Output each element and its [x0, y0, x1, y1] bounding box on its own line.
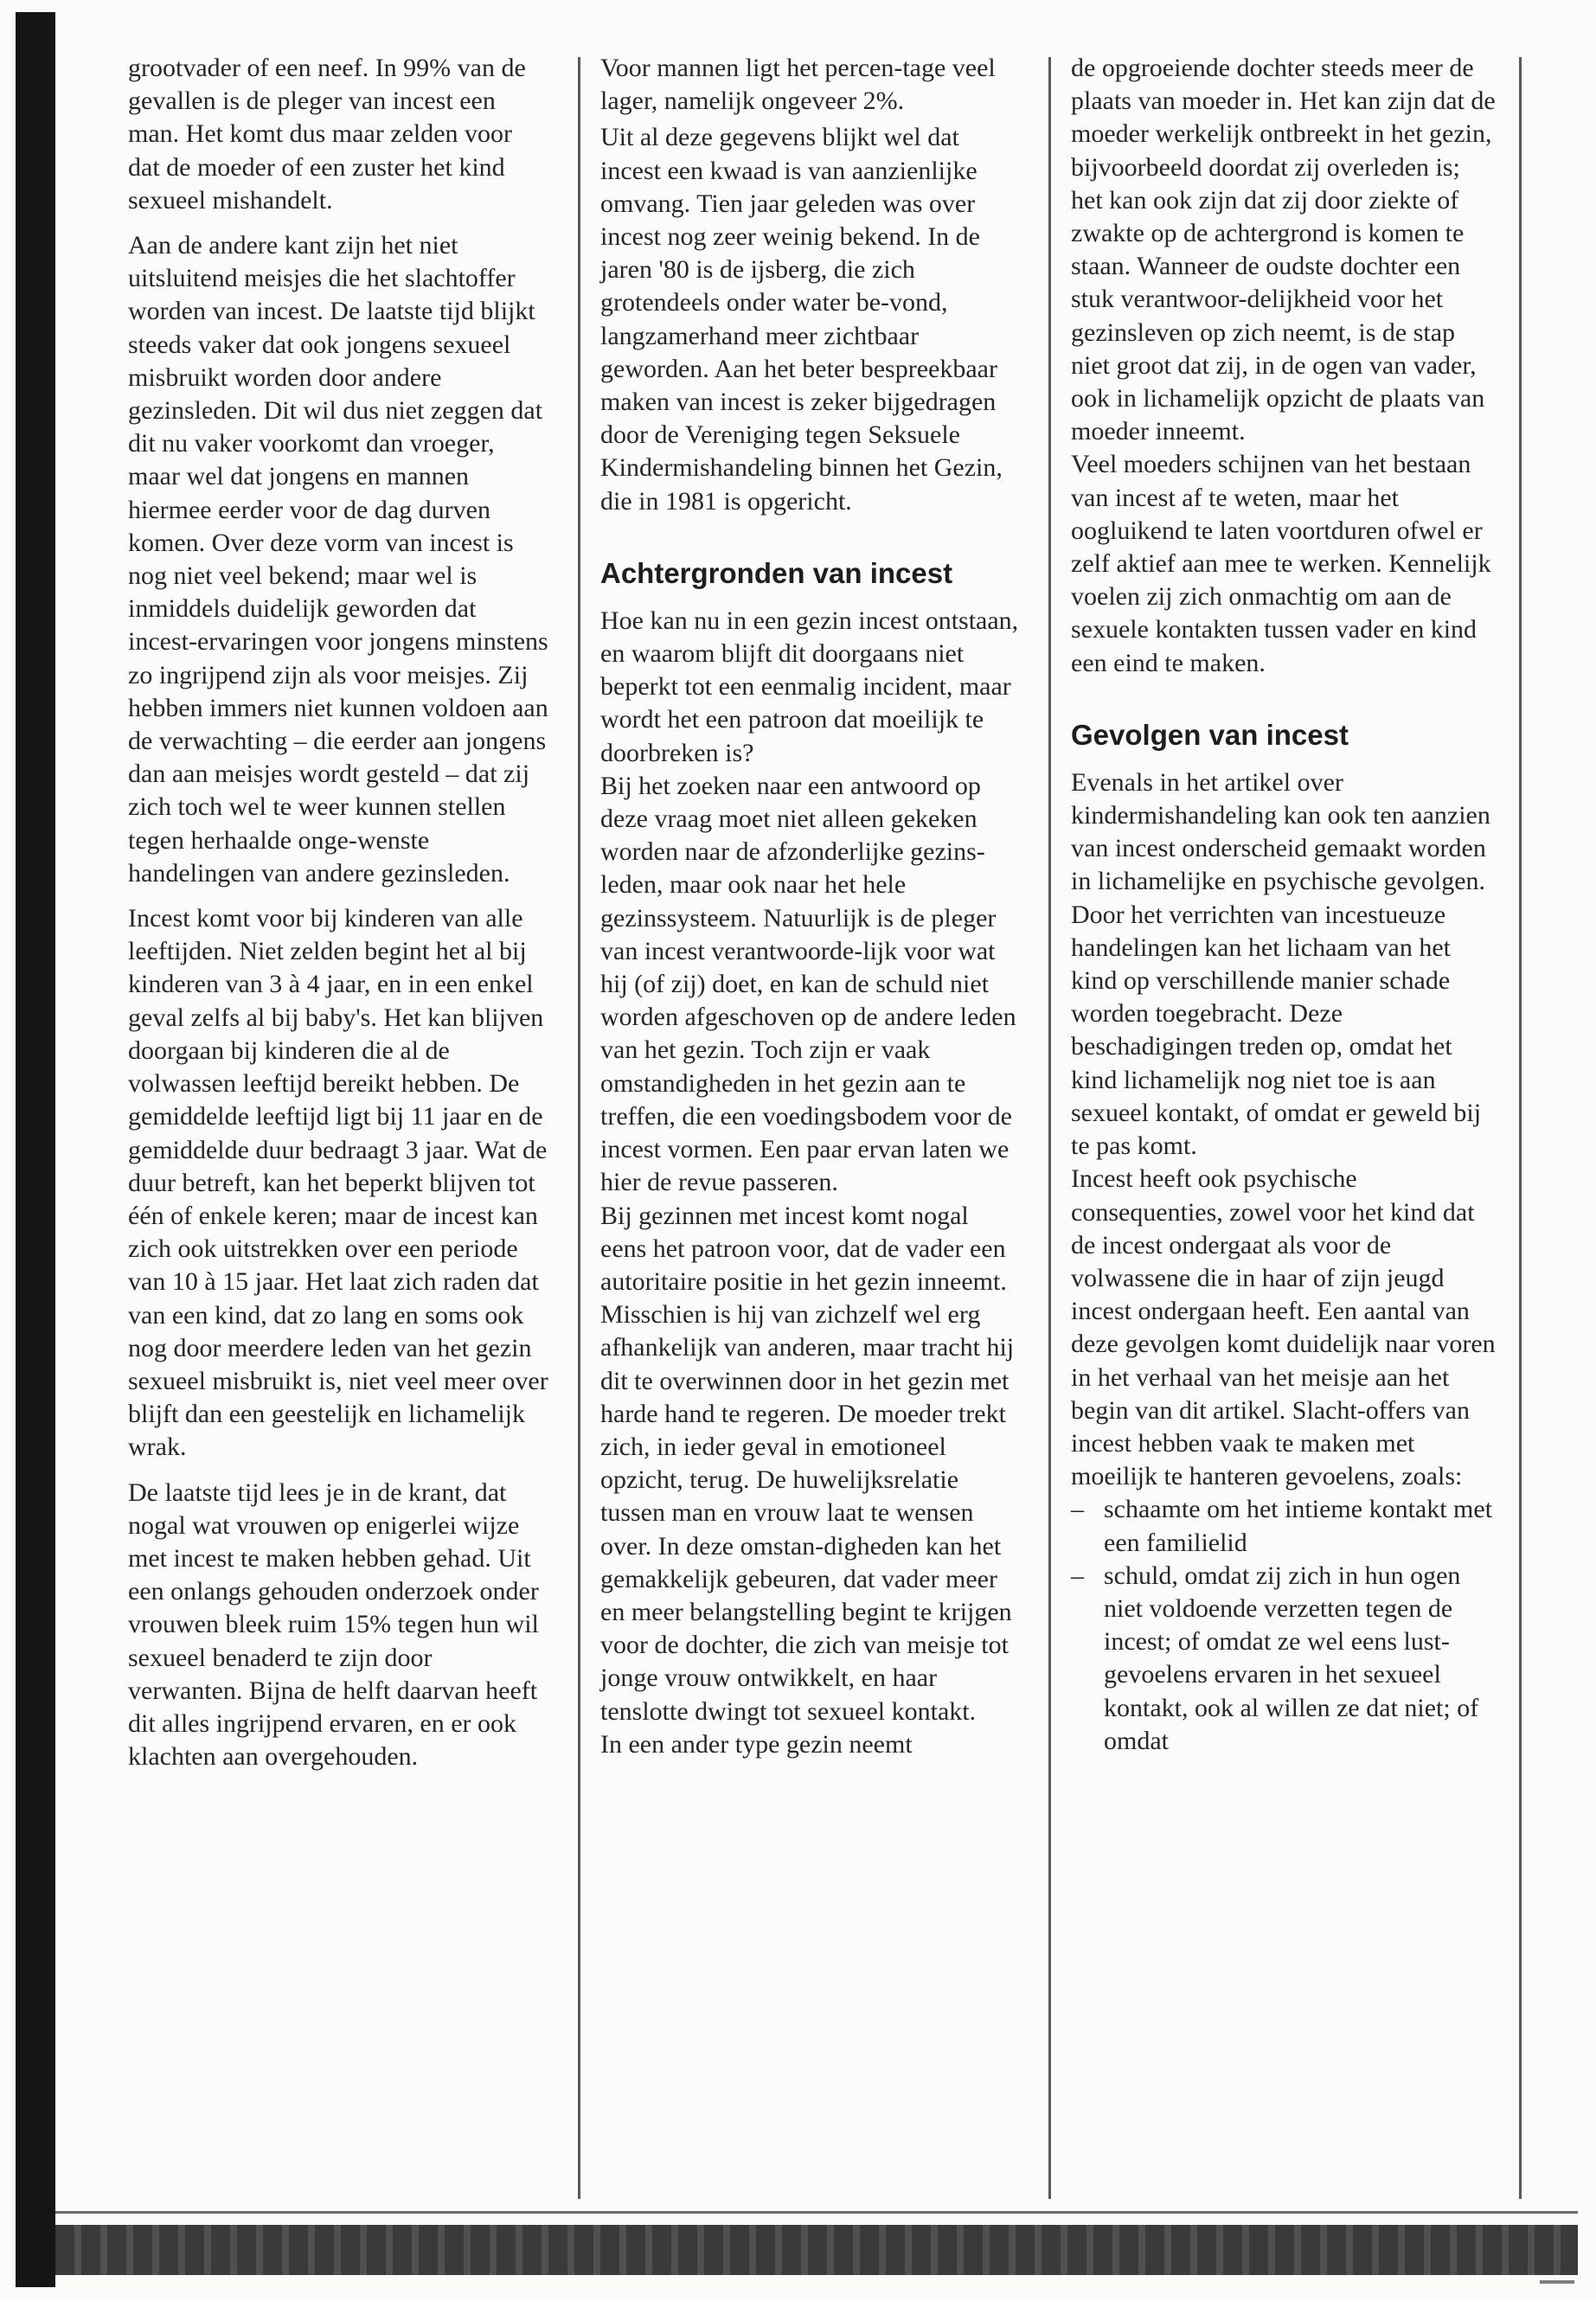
paragraph: De laatste tijd lees je in de krant, dat nogal wat vrouwen op enigerlei wijze met incest te maken hebben gehad. Uit een onlangs gehouden onderzoek onder vrouwen bleek ruim 15% tegen hun wil sexueel benaderd te zijn door verwanten. Bijna de helft daarvan heeft dit alles ingrijpend ervaren, en er ook klachten aan overgehouden.: [128, 1477, 539, 1772]
paragraph: In een ander type gezin neemt: [600, 1729, 913, 1759]
paragraph: Door het verrichten van incestueuze handelingen kan het lichaam van het kind op verschillende manier schade worden toegebracht. Deze beschadigingen treden op, omdat het kind lichamelijk nog niet toe is aan sexueel kontakt, of omdat er geweld bij te pas komt.: [1071, 900, 1482, 1161]
footer-rule: [55, 2211, 1578, 2214]
paragraph: de opgroeiende dochter steeds meer de plaats van moeder in. Het kan zijn dat de moeder werkelijk ontbreekt in het gezin, bijvoorbeeld doordat zij overleden is; het kan ook zijn dat zij door ziekte of zwakte op de achtergrond is komen te staan. Wanneer de oudste dochter een stuk verantwoor-delijkheid voor het gezinsleven op zich neemt, is de stap niet groot dat zij, in de ogen van vader, ook in lichamelijk opzicht de plaats van moeder inneemt.: [1071, 54, 1496, 446]
text-column-1: [128, 52, 550, 1785]
column-divider: [578, 57, 580, 2199]
paragraph: Evenals in het artikel over kindermishandeling kan ook ten aanzien van incest onderscheid gemaakt worden in lichamelijke en psychische gevolgen.: [1071, 767, 1490, 896]
paragraph: Incest komt voor bij kinderen van alle leeftijden. Niet zelden begint het al bij kinderen van 3 à 4 jaar, en in een enkel geval zelfs al bij baby's. Het kan blijven doorgaan bij kinderen die al de volwassen leeftijd bereikt hebben. De gemiddelde leeftijd ligt bij 11 jaar en de gemiddelde duur bedraagt 3 jaar. Wat de duur betreft, kan het beperkt blijven tot één of enkele keren; maar de incest kan zich ook uitstrekken over een periode van 10 à 15 jaar. Het laat zich raden dat van een kind, dat zo lang en soms ook nog door meerdere leden van het gezin sexueel misbruikt is, niet veel meer over blijft dan een geestelijk en lichamelijk wrak.: [128, 904, 548, 1462]
paragraph: Bij gezinnen met incest komt nogal eens het patroon voor, dat de vader een autoritaire positie in het gezin inneemt. Misschien is hij van zichzelf wel erg afhankelijk van anderen, maar tracht hij dit te overwinnen door in het gezin met harde hand te regeren. De moeder trekt zich, in ieder geval in emotioneel opzicht, terug. De huwelijksrelatie tussen man en vrouw laat te wensen over. In deze omstan-digheden kan het gemakkelijk gebeuren, dat vader meer en meer belangstelling begint te krijgen voor de dochter, die zich van meisje tot jonge vrouw ontwikkelt, en haar tenslotte dwingt tot sexueel kontakt.: [600, 1201, 1015, 1726]
column-divider: [1519, 57, 1522, 2199]
column-divider: [1048, 57, 1051, 2199]
list-item: – schaamte om het intieme kontakt met een familielid: [1071, 1493, 1497, 1559]
corner-mark: [1540, 2280, 1574, 2284]
scan-left-edge-bar: [16, 12, 55, 2287]
paragraph: Uit al deze gegevens blijkt wel dat incest een kwaad is van aanzienlijke omvang. Tien jaar geleden was over incest nog zeer weinig bekend. In de jaren '80 is de ijsberg, die zich grotendeels onder water be-vond, langzamerhand meer zichtbaar geworden. Aan het beter bespreekbaar maken van incest is zeker bijgedragen door de Vereniging tegen Seksuele Kindermishandeling binnen het Gezin, die in 1981 is opgericht.: [600, 123, 1003, 516]
paragraph: Incest heeft ook psychische consequenties, zowel voor het kind dat de incest ondergaat als voor de volwassene die in haar of zijn jeugd incest ondergaan heeft. Een aantal van deze gevolgen komt duidelijk naar voren in het verhaal van het meisje aan het begin van dit artikel. Slacht-offers van incest hebben vaak te maken met moeilijk te hanteren gevoelens, zoals:: [1071, 1164, 1496, 1491]
paragraph: Aan de andere kant zijn het niet uitsluitend meisjes die het slachtoffer worden van incest. De laatste tijd blijkt steeds vaker dat ook jongens sexueel misbruikt worden door andere gezinsleden. Dit wil dus niet zeggen dat dit nu vaker voorkomt dan vroeger, maar wel dat jongens en mannen hiermee eerder voor de dag durven komen. Over deze vorm van incest is nog niet veel bekend; maar wel is inmiddels duidelijk geworden dat incest-ervaringen voor jongens minstens zo ingrijpend zijn als voor meisjes. Zij hebben immers niet kunnen voldoen aan de verwachting – die eerder aan jongens dan aan meisjes wordt gesteld – dat zij zich toch wel te weer kunnen stellen tegen herhaalde onge-wenste handelingen van andere gezinsleden.: [128, 231, 548, 888]
text-column-3: [1071, 52, 1497, 1758]
paragraph: Veel moeders schijnen van het bestaan van incest af te weten, maar het oogluikend te laten voortduren ofwel er zelf aktief aan mee te werken. Kennelijk voelen zij zich onmachtig om aan de sexuele kontakten tussen vader en kind een eind te maken.: [1071, 450, 1491, 677]
text-column-2: [600, 52, 1021, 1761]
bullet-list: [1071, 1493, 1497, 1758]
paragraph: Voor mannen ligt het percen-tage veel lager, namelijk ongeveer 2%.: [600, 54, 996, 116]
paragraph: Bij het zoeken naar een antwoord op deze vraag moet niet alleen gekeken worden naar de afzonderlijke gezins-leden, maar ook naar het hele gezinssysteem. Natuurlijk is de pleger van incest verantwoorde-lijk voor wat hij (of zij) doet, en kan de schuld niet worden afgeschoven op de andere leden van het gezin. Toch zijn er vaak omstandigheden in het gezin aan te treffen, die een voedingsbodem voor de incest vormen. Een paar ervan laten we hier de revue passeren.: [600, 771, 1016, 1197]
scan-bottom-bar: [55, 2225, 1578, 2275]
section-heading: Achtergronden van incest: [600, 556, 953, 589]
paragraph: Hoe kan nu in een gezin incest ontstaan, en waarom blijft dit doorgaans niet beperkt tot een eenmalig incident, maar wordt het een patroon dat moeilijk te doorbreken is?: [600, 606, 1019, 767]
paragraph: grootvader of een neef. In 99% van de gevallen is de pleger van incest een man. Het komt dus maar zelden voor dat de moeder of een zuster het kind sexueel mishandelt.: [128, 54, 526, 215]
section-heading: Gevolgen van incest: [1071, 718, 1349, 751]
list-item: – schuld, omdat zij zich in hun ogen niet voldoende verzetten tegen de incest; of omdat ze wel eens lust-gevoelens ervaren in het sexueel kontakt, ook al willen ze dat niet; of omdat: [1071, 1560, 1497, 1758]
